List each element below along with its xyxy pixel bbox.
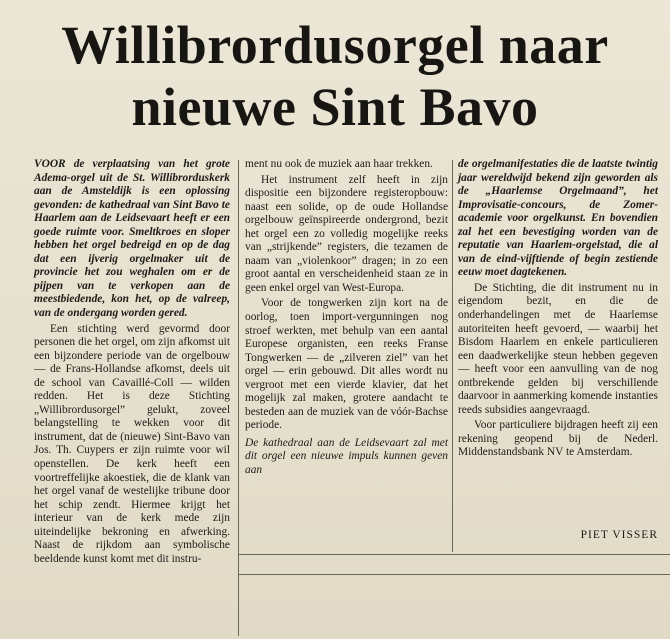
- bottom-rule: [238, 574, 670, 575]
- paragraph: Voor particuliere bijdragen heeft zij een rekening geopend bij de Nederl. Middenstandsbank NV te Amsterdam.: [458, 419, 658, 459]
- lead-paragraph: VOOR de verplaatsing van het grote Adema-orgel uit de St. Willibrorduskerk aan de Amsteldijk is een oplossing gevonden: de kathedraal van Sint Bavo te Haarlem aan de Leidsevaart heeft er een goede ruimte voor. Smeltkroes en sloper hebben het orgel bedreigd en op de dag dat een ijverig orgelmaker uit de provincie het zou weghalen om er de pijpen van te verkopen aan de meestbiedende, kon het, op de valreep, van de ondergang worden gered.: [34, 158, 230, 320]
- closing-italic-paragraph: De kathedraal aan de Leidsevaart zal met dit orgel een nieuwe impuls kunnen geven aan: [245, 436, 448, 477]
- headline: [0, 14, 670, 138]
- column-divider: [238, 160, 239, 636]
- column-1: [34, 158, 230, 636]
- author-byline: PIET VISSER: [580, 529, 658, 541]
- paragraph: De Stichting, die dit instrument nu in eigendom bezit, en die de onderhandelingen met de Haarlemse autoriteiten heeft gevoerd, — waarbij het Bisdom Haarlem en enkele particulieren een daadwerkelijke steun hebben gegeven — heeft voor een aanvulling van de nog ontbrekende gelden bij verschillende daarvoor in aanmerking komende instanties reeds subsidies aangevraagd.: [458, 281, 658, 416]
- paragraph: de orgelmanifestaties die de laatste twintig jaar wereldwijd bekend zijn geworden als de „Haarlemse Orgelmaand”, het Improvisatie-concours, de Zomer-academie voor orgelkunst. En bovendien zal het een bevestiging worden van de reputatie van Haarlem-orgelstad, die al van de eind-vijftiende of begin zestiende eeuw moet dagtekenen.: [458, 158, 658, 279]
- paragraph: Voor de tongwerken zijn kort na de oorlog, toen import-vergunningen nog stroef werkten, met behulp van een aantal Europese organisten, een reeks Franse Tongwerken — de „zilveren ziel” van het orgel — erin gebouwd. Dit alles wordt nu vergroot met een vierde klavier, dat het mogelijk zal maken, grotere aandacht te besteden aan de muziek van de vóór-Bachse periode.: [245, 297, 448, 432]
- column-3: [458, 158, 658, 568]
- headline-line-2: nieuwe Sint Bavo: [131, 77, 539, 137]
- paragraph: ment nu ook de muziek aan haar trekken.: [245, 158, 433, 170]
- paragraph: Een stichting werd gevormd door personen die het orgel, om zijn afkomst uit een bijzondere periode van de orgelbouw — de Frans-Hollandse afkomst, deels uit de school van Cavaillé-Coll — wilden redden. Het is deze Stichting „Willibrordusorgel” gelukt, zoveel belangstelling te wekken voor dit instrument, dat de (nieuwe) Sint-Bavo van Jos. Th. Cuypers er zijn ruimte voor wil openstellen. De kerk heeft een voortreffelijke akoestiek, die de klank van het orgel vanaf de westelijke tribune door het schip zendt. Hiermee krijgt het interieur van de kerk mede zijn uiteindelijke bekroning en afwerking. Naast de rijkdom aan symbolische beeldende kunst komt met dit instru-: [34, 322, 230, 565]
- paragraph: Het instrument zelf heeft in zijn dispositie een bijzondere registeropbouw: naast een solide, op de oude Hollandse orgelbouw geïnspireerde ondergrond, bezit het orgel een zo volledig mogelijke reeks van „strijkende” registers, die tezamen de naam van „violenkoor” dragen; in zo een groot aantal en verscheidenheid staan ze in geen enkel orgel van West-Europa.: [245, 173, 448, 294]
- column-2: [245, 158, 448, 578]
- column-divider: [452, 160, 453, 552]
- headline-line-1: Willibrordusorgel naar: [61, 15, 609, 75]
- bottom-rule: [238, 554, 670, 555]
